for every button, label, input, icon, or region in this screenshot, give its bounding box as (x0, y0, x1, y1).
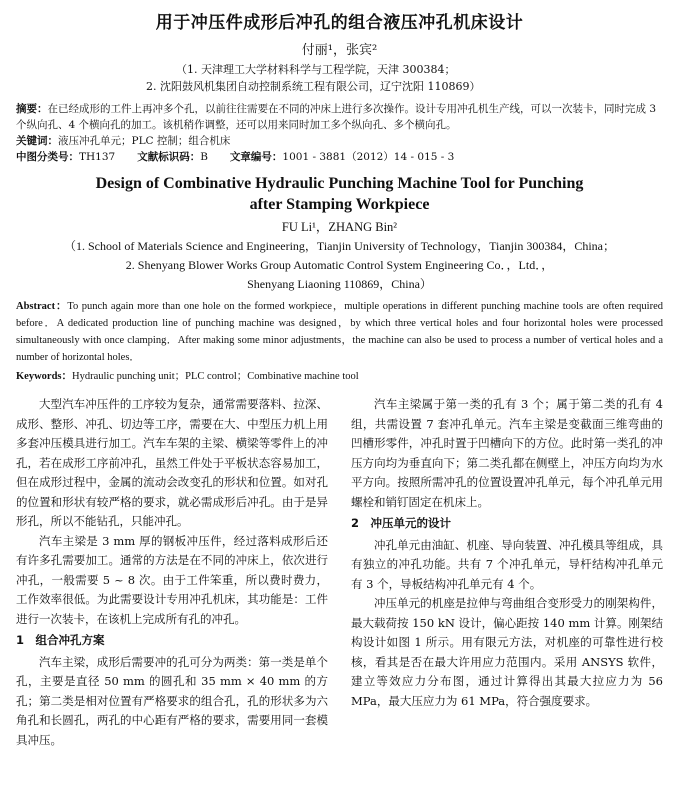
article-number-label: 文章编号： (229, 151, 283, 163)
authors-en: FU Li¹，ZHANG Bin² (281, 220, 398, 234)
keywords-cn-label: 关键词： (16, 135, 58, 147)
section-heading-2: 2 冲压单元的设计 (351, 516, 452, 530)
keywords-en (16, 368, 663, 385)
keywords-en-text: Hydraulic punching unit；PLC control；Combinative machine tool (72, 371, 359, 382)
clc-label: 中图分类号： (16, 151, 79, 163)
keywords-cn-text: 液压冲孔单元；PLC 控制；组合机床 (58, 135, 231, 147)
abstract-cn-label: 摘要： (16, 103, 48, 115)
doc-code-label: 文献标识码： (137, 151, 201, 163)
doc-code-value: B (200, 151, 208, 163)
affiliation-en-3: Shenyang Liaoning 110869，China） (247, 277, 432, 291)
abstract-en-label: Abstract： (16, 301, 68, 312)
keywords-cn (16, 133, 663, 149)
title-en-line-1: Design of Combinative Hydraulic Punching Machine Tool for Punching (95, 175, 584, 192)
body-columns (16, 395, 663, 750)
affiliation-cn-2: 2. 沈阳鼓风机集团自动控制系统工程有限公司，辽宁沈阳 110869） (146, 80, 481, 93)
clc-number (16, 149, 115, 165)
affiliation-en-1: （1. School of Materials Science and Engineering，Tianjin University of Technology，Tianjin 300384，China； (64, 239, 615, 253)
left-column (16, 395, 328, 750)
clc-value: TH137 (79, 151, 116, 163)
affiliations-en (16, 237, 663, 294)
paragraph: 汽车主梁属于第一类的孔有 3 个；属于第二类的孔有 4 组，共需设置 7 套冲孔单元。汽车主梁是变截面三维弯曲的凹槽形零件，冲孔时置于凹槽向下的方位。此时第一类孔的冲压方向均为垂直向下；第二类孔都在侧壁上，冲压方向均为水平方向。按照所需冲孔的位置设置冲孔单元，每个冲孔单元用螺栓和销钉固定在机床上。 (351, 397, 663, 509)
paragraph: 汽车主梁是 3 mm 厚的钢板冲压件，经过落料成形后还有许多孔需要加工。通常的方法是在不同的冲床上，依次进行冲孔，一般需要 5 ~ 8 次。由于工件笨重，所以费时费力，工作效率很低。为此需要设计专用冲孔机床，其功能是：工件进行一次装卡，在该机上完成所有孔的冲孔。 (16, 533, 328, 626)
authors-cn: 付丽¹，张宾² (301, 43, 378, 58)
title-en-line-2: after Stamping Workpiece (249, 196, 430, 213)
paragraph: 冲孔单元由油缸、机座、导向装置、冲孔模具等组成，具有独立的冲孔功能。共有 7 个冲孔单元，导杆结构冲孔单元有 3 个，导板结构冲孔单元有 4 个。 (351, 537, 663, 591)
abstract-cn-text: 在已经成形的工件上再冲多个孔，以前往往需要在不同的冲床上进行多次操作。设计专用冲孔机生产线，可以一次装卡，同时完成 3 个纵向孔、4 个横向孔的加工。该机稍作调整，还可以用来同时加工多个纵向孔、多个横向孔。 (16, 103, 657, 131)
right-column (351, 395, 663, 750)
abstract-cn (16, 101, 663, 133)
affiliation-cn-1: （1. 天津理工大学材料科学与工程学院，天津 300384； (176, 63, 456, 76)
article-number-value: 1001 - 3881（2012）14 - 015 - 3 (282, 151, 455, 163)
title-cn: 用于冲压件成形后冲孔的组合液压冲孔机床设计 (155, 13, 524, 33)
paragraph: 冲压单元的机座是拉伸与弯曲组合变形受力的刚架构件，最大载荷按 150 kN 设计，偏心距按 140 mm 计算。刚架结构设计如图 1 所示。用有限元方法，对机座的可靠性进行校核，看其是否在最大许用应力范围内。采用 ANSYS 软件，建立等效应力分布图，通过计算得出其最大拉应力为 56 MPa，最大压应力为 61 MPa，符合强度要求。 (351, 596, 663, 708)
abstract-en (16, 298, 663, 366)
title-en (16, 173, 663, 215)
paragraph: 汽车主梁，成形后需要冲的孔可分为两类：第一类是单个孔，主要是直径 50 mm 的圆孔和 35 mm × 40 mm 的方孔；第二类是相对位置有严格要求的组合孔，孔的形状多为六角孔和长圆孔，两孔的中心距有严格的要求，需要用同一套模具冲压。 (16, 654, 328, 747)
keywords-en-label: Keywords： (16, 371, 72, 382)
article-number (230, 149, 454, 165)
classification-row (16, 149, 663, 165)
affiliations-cn (16, 61, 663, 95)
abstract-en-text: To punch again more than one hole on the formed workpiece，multiple operations in different punching machine tools are often required before．A dedicated production line of punching machine was designed，by which three vertical holes and four horizontal holes were processed simultaneously with once clamping．After making some minor adjustments，the machine can also be used to process a number of vertical holes and a number of horizontal holes． (16, 301, 663, 363)
affiliation-en-2: 2. Shenyang Blower Works Group Automatic Control System Engineering Co．，Ltd．， (125, 258, 554, 272)
section-heading-1: 1 组合冲孔方案 (16, 633, 105, 647)
doc-code (137, 149, 208, 165)
paragraph: 大型汽车冲压件的工序较为复杂，通常需要落料、拉深、成形、整形、冲孔、切边等工序，需要在大、中型压力机上用多套冲压模具进行加工。汽车车架的主梁、横梁等零件上的冲孔，若在成形工序前冲孔，虽然工件处于平板状态容易加工，但在成形过程中，金属的流动会改变孔的形状和位置。如对孔的位置和形状有较严格的要求，就必需成形后冲孔。由于是异形孔，所以不能钻孔，只能冲孔。 (16, 397, 328, 528)
